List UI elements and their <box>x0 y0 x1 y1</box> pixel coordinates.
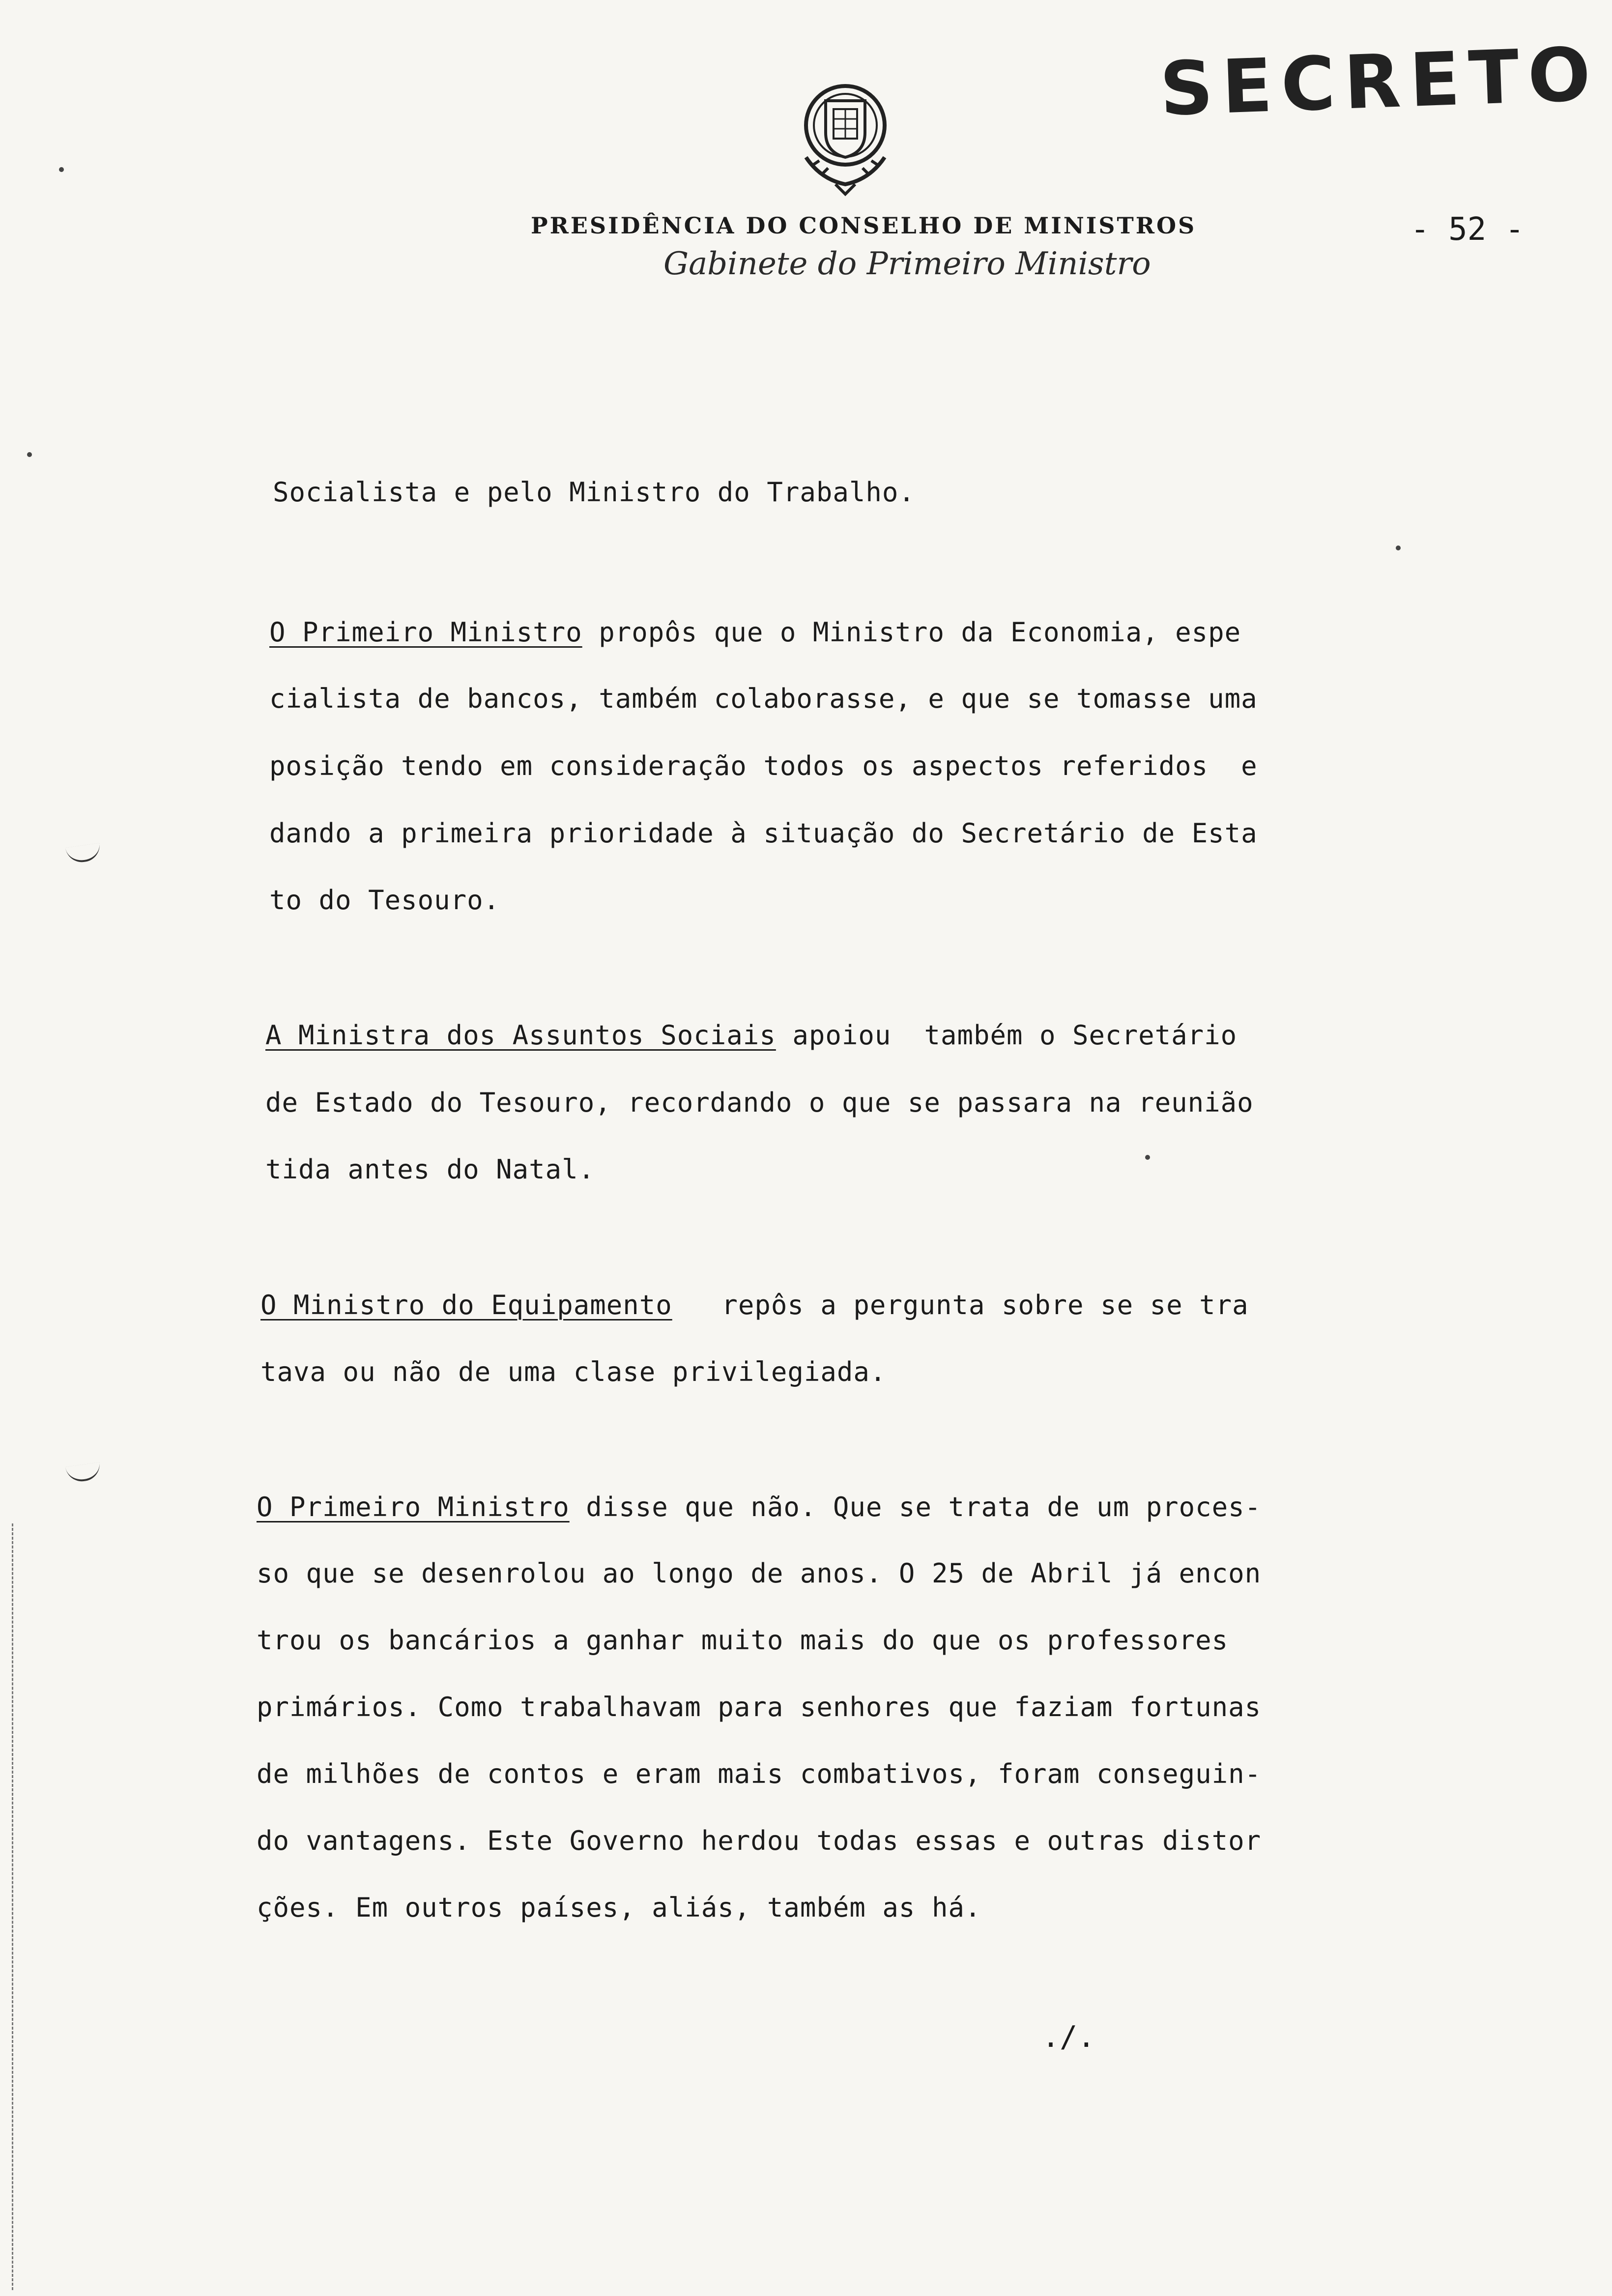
margin-mark <box>65 1462 102 1483</box>
text-line: to do Tesouro. <box>269 885 500 916</box>
text-line: trou os bancários a ganhar muito mais do que os professores <box>257 1625 1229 1656</box>
scan-dot <box>59 167 64 172</box>
text-line: posição tendo em consideração todos os aspectos referidos e <box>269 750 1258 781</box>
text-line: tida antes do Natal. <box>265 1154 595 1185</box>
cabinet-subheading: Gabinete do Primeiro Ministro <box>663 246 1151 282</box>
speaker-name: O Primeiro Ministro <box>269 617 582 648</box>
presidency-heading: PRESIDÊNCIA DO CONSELHO DE MINISTROS <box>531 212 1197 239</box>
text-line: A Ministra dos Assuntos Sociais apoiou também o Secretário <box>265 1020 1238 1051</box>
text-line: so que se desenrolou ao longo de anos. O 25 de Abril já encon <box>257 1558 1262 1589</box>
secret-stamp: SECRETO <box>1158 31 1601 133</box>
text-line: de milhões de contos e eram mais combativos, foram conseguin- <box>257 1758 1262 1789</box>
text-line: cialista de bancos, também colaborasse, e que se tomasse uma <box>269 683 1258 714</box>
speaker-name: O Ministro do Equipamento <box>260 1290 672 1320</box>
text-line: O Primeiro Ministro disse que não. Que se trata de um proces- <box>257 1492 1262 1522</box>
page-number: - 52 - <box>1410 211 1525 248</box>
scan-dot <box>1145 1155 1150 1160</box>
text-line: O Ministro do Equipamento repôs a pergunta sobre se se tra <box>260 1290 1249 1320</box>
margin-mark <box>65 843 102 864</box>
scan-dot <box>1396 545 1401 550</box>
continuation-mark: ./. <box>1042 2020 1095 2054</box>
margin-line <box>12 1523 13 2290</box>
text-line: ções. Em outros países, aliás, também as há. <box>257 1892 981 1923</box>
text-line: primários. Como trabalhavam para senhores que faziam fortunas <box>257 1692 1262 1722</box>
speaker-name: A Ministra dos Assuntos Sociais <box>265 1020 776 1051</box>
speaker-name: O Primeiro Ministro <box>257 1492 570 1522</box>
text-line: O Primeiro Ministro propôs que o Ministro da Economia, espe <box>269 617 1241 648</box>
coat-of-arms-icon <box>786 74 904 197</box>
text-line: tava ou não de uma clase privilegiada. <box>260 1356 887 1387</box>
text-line: dando a primeira prioridade à situação do Secretário de Esta <box>269 818 1258 849</box>
scan-dot <box>27 452 32 457</box>
text-line: do vantagens. Este Governo herdou todas essas e outras distor <box>257 1825 1262 1856</box>
text-line: Socialista e pelo Ministro do Trabalho. <box>273 477 915 508</box>
text-line: de Estado do Tesouro, recordando o que se passara na reunião <box>265 1087 1254 1118</box>
